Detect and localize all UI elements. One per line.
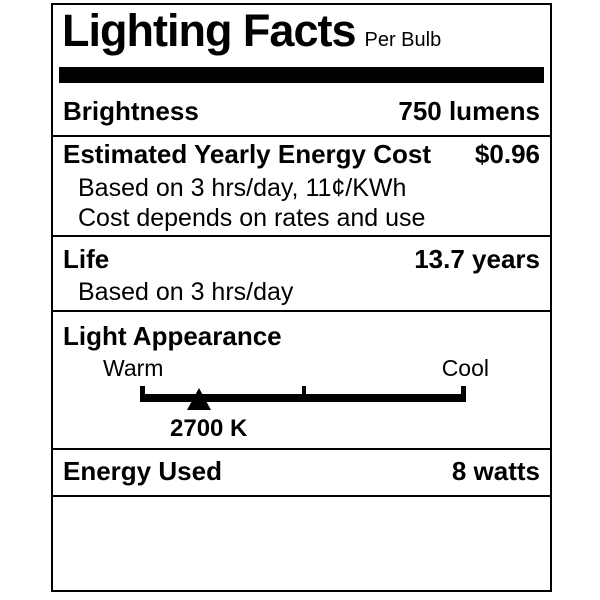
header-divider-bar (59, 67, 544, 83)
per-unit-label: Per Bulb (364, 29, 442, 51)
lighting-facts-label (51, 3, 552, 592)
energy-cost-basis-note: Based on 3 hrs/day, 11¢/KWh (78, 174, 407, 202)
section-divider (53, 448, 550, 450)
energy-cost-label: Estimated Yearly Energy Cost (63, 139, 432, 169)
light-appearance-row (53, 321, 550, 352)
life-row (53, 244, 550, 275)
brightness-value: 750 lumens (398, 96, 540, 126)
section-divider (53, 235, 550, 237)
warm-label: Warm (103, 355, 164, 381)
section-divider (53, 495, 550, 497)
energy-cost-row (53, 139, 550, 170)
energy-used-value: 8 watts (451, 456, 540, 486)
color-temp-value: 2700 K (170, 415, 248, 442)
label-header (62, 5, 442, 56)
color-temp-marker-icon (187, 388, 211, 410)
brightness-label: Brightness (63, 96, 199, 126)
life-label: Life (63, 244, 110, 274)
label-title: Lighting Facts (62, 5, 356, 56)
energy-used-row (53, 456, 550, 487)
energy-used-label: Energy Used (63, 456, 222, 486)
section-divider (53, 135, 550, 137)
cool-label: Cool (441, 355, 489, 381)
life-value: 13.7 years (414, 244, 540, 274)
energy-cost-value: $0.96 (474, 139, 540, 169)
life-basis-note: Based on 3 hrs/day (78, 278, 294, 306)
energy-cost-disclaimer-note: Cost depends on rates and use (78, 204, 426, 232)
light-appearance-label: Light Appearance (63, 321, 282, 351)
brightness-row (53, 96, 550, 127)
section-divider (53, 310, 550, 312)
